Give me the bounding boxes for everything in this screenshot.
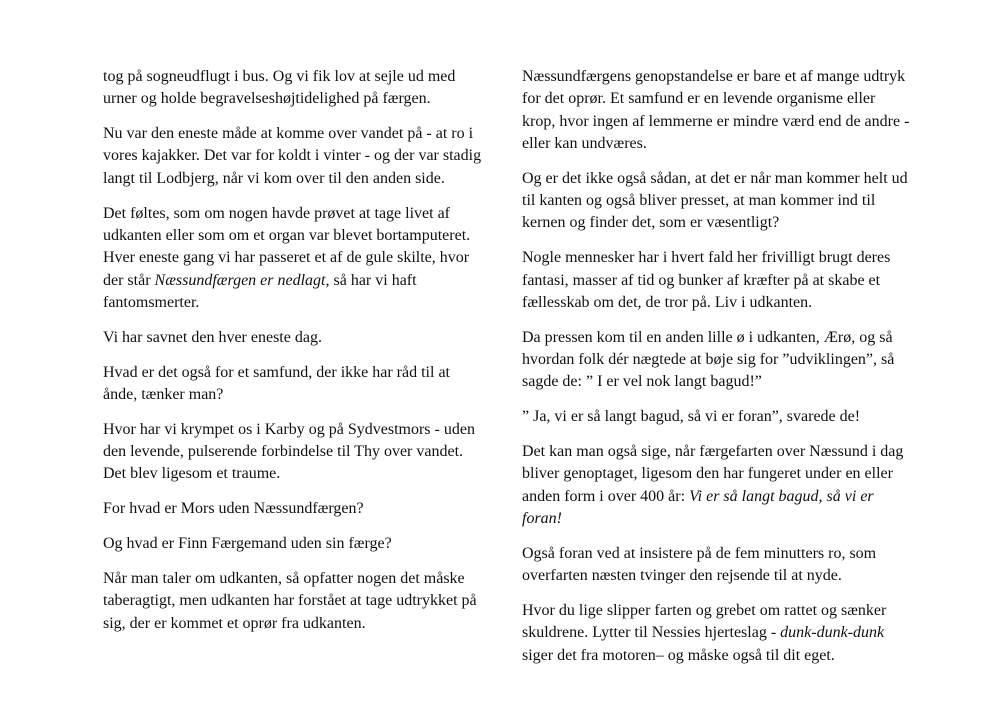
italic-sign-text: Næssundfærgen er nedlagt: [154, 271, 326, 289]
paragraph: Og hvad er Finn Færgemand uden sin færge?: [103, 535, 392, 553]
paragraph: Når man taler om udkanten, så opfatter nogen det måske taberagtigt, men udkanten har forstået at tage udtrykket på sig, der er kommet et oprør fra udkanten.: [103, 570, 477, 632]
paragraph: ” Ja, vi er så langt bagud, så vi er foran”, svarede de!: [522, 408, 861, 426]
paragraph: Da pressen kom til en anden lille ø i udkanten, Ærø, og så hvordan folk dér nægtede at bøje sig for ”udviklingen”, så sagde de: ” I er vel nok langt bagud!”: [522, 328, 895, 391]
right-column: [522, 66, 910, 680]
paragraph: Og er det ikke også sådan, at det er når man kommer helt ud til kanten og også bliver presset, at man kommer ind til kernen og finder det, som er væsentligt?: [522, 169, 908, 232]
italic-quote-text: Vi er så langt bagud, så vi er foran!: [522, 487, 874, 528]
paragraph: [522, 441, 910, 530]
paragraph: [103, 203, 488, 314]
paragraph: Vi har savnet den hver eneste dag.: [103, 328, 322, 346]
paragraph: Hvad er det også for et samfund, der ikke har råd til at ånde, tænker man?: [103, 363, 450, 403]
paragraph: Også foran ved at insistere på de fem minutters ro, som overfarten næsten tvinger den rejsende til at nyde.: [522, 544, 877, 585]
left-column: [103, 66, 488, 648]
paragraph: Nu var den eneste måde at komme over vandet på - at ro i vores kajakker. Det var for koldt i vinter - og der var stadig langt til Lodbjerg, når vi kom over til den anden side.: [103, 125, 482, 187]
paragraph-text: , så har vi haft fantomsmerter.: [103, 271, 417, 311]
paragraph-text: Det føltes, som om nogen havde prøvet at tage livet af udkanten eller som om et organ var blevet bortamputeret. Hver eneste gang vi har passeret et af de gule skilte, hvor der står: [103, 204, 471, 289]
paragraph: Nogle mennesker har i hvert fald her frivilligt brugt deres fantasi, masser af tid og bunker af kræfter på at skabe et fællesskab om det, de tror på. Liv i udkanten.: [522, 249, 891, 311]
paragraph: tog på sogneudflugt i bus. Og vi fik lov at sejle ud med urner og holde begravelseshøjtidelighed på færgen.: [103, 68, 456, 108]
paragraph-text: Hvor du lige slipper farten og grebet om rattet og sænker skuldrene. Lytter til Nessies hjerteslag -: [522, 602, 887, 642]
italic-sound-text: dunk-dunk-dunk: [780, 624, 885, 642]
paragraph: For hvad er Mors uden Næssundfærgen?: [103, 500, 364, 518]
paragraph-text: Det kan man også sige, når færgefarten over Næssund i dag bliver genoptaget, ligesom den har fungeret under en eller anden form i over 400 år:: [522, 443, 904, 505]
paragraph: Næssundfærgens genopstandelse er bare et af mange udtryk for det oprør. Et samfund er en levende organisme eller krop, hvor ingen af lemmerne er mindre værd end de andre - eller kan undværes.: [522, 68, 910, 152]
paragraph-text: siger det fra motoren– og måske også til dit eget.: [522, 646, 835, 664]
paragraph: [522, 600, 910, 667]
paragraph: Hvor har vi krympet os i Karby og på Sydvestmors - uden den levende, pulserende forbindelse til Thy over vandet. Det blev ligesom et traume.: [103, 420, 475, 483]
